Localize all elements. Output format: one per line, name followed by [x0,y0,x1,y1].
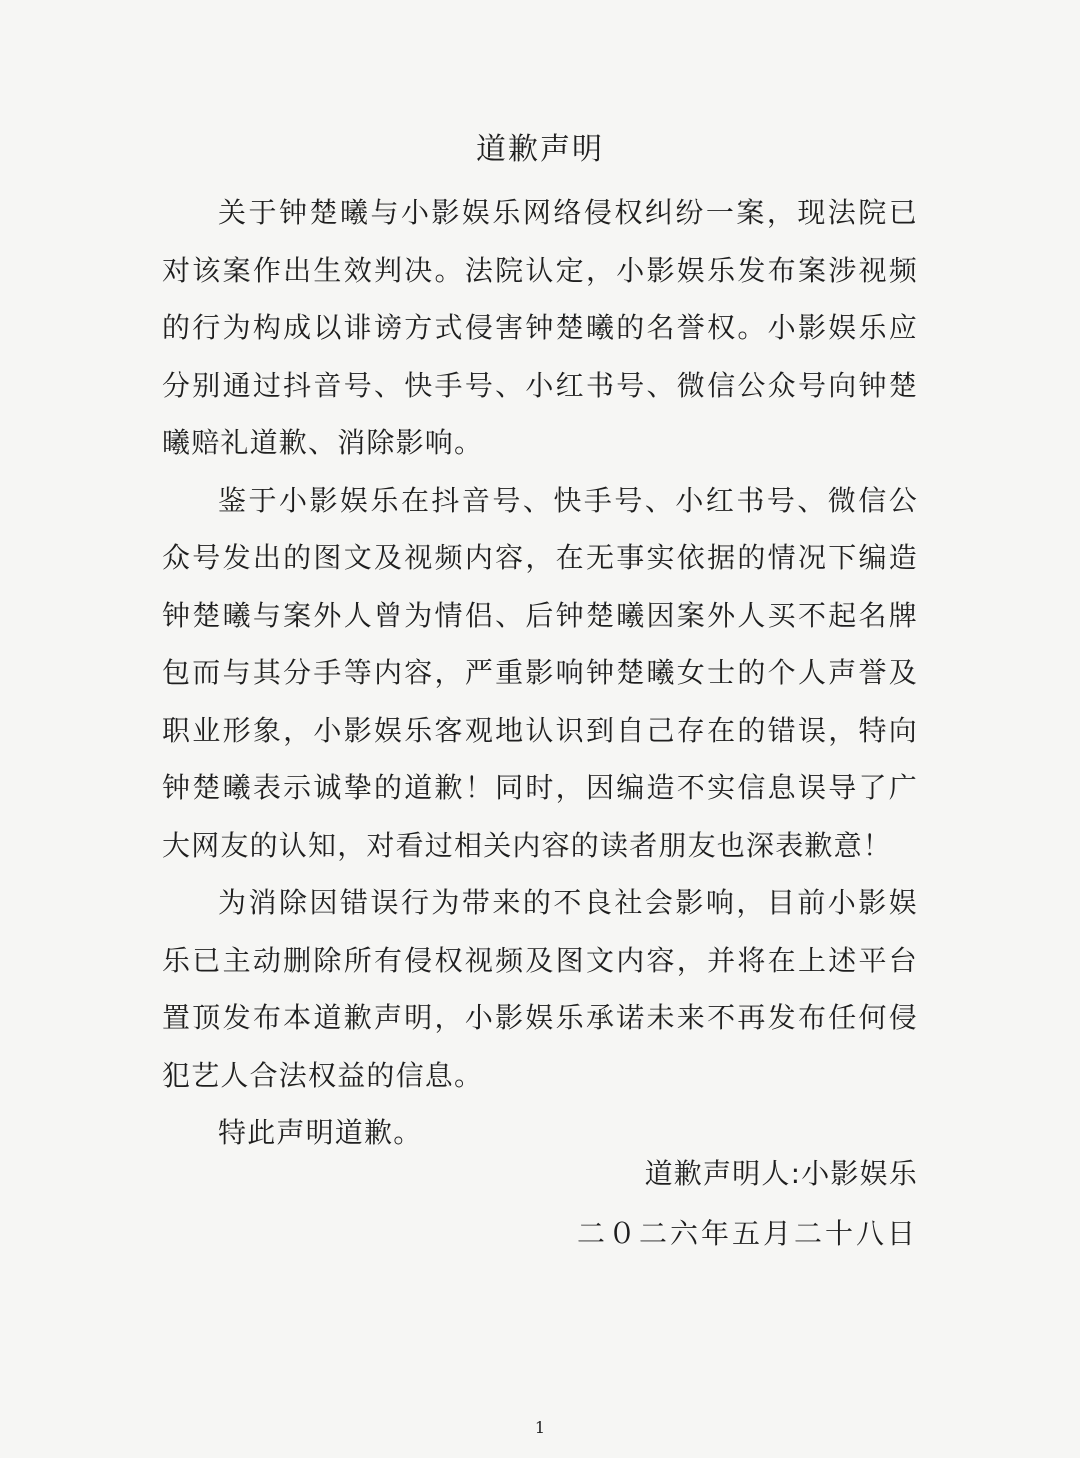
paragraph-2: 鉴于小影娱乐在抖音号、快手号、小红书号、微信公众号发出的图文及视频内容，在无事实依据的情况下编造钟楚曦与案外人曾为情侣、后钟楚曦因案外人买不起名牌包而与其分手等内容，严重影响钟楚曦女士的个人声誉及职业形象，小影娱乐客观地认识到自己存在的错误，特向钟楚曦表示诚挚的道歉！同时，因编造不实信息误导了广大网友的认知，对看过相关内容的读者朋友也深表歉意！ [162,483,918,862]
page-number: 1 [534,1418,546,1437]
document-title: 道歉声明 [476,132,604,167]
paragraph-4: 特此声明道歉。 [218,1116,423,1149]
paragraph-3: 为消除因错误行为带来的不良社会影响，目前小影娱乐已主动删除所有侵权视频及图文内容，并将在上述平台置顶发布本道歉声明，小影娱乐承诺未来不再发布任何侵犯艺人合法权益的信息。 [162,886,918,1092]
document-body [162,184,918,1162]
paragraph-1: 关于钟楚曦与小影娱乐网络侵权纠纷一案，现法院已对该案作出生效判决。法院认定，小影娱乐发布案涉视频的行为构成以诽谤方式侵害钟楚曦的名誉权。小影娱乐应分别通过抖音号、快手号、小红书号、微信公众号向钟楚曦赔礼道歉、消除影响。 [162,196,918,459]
signature-date: 二０二六年五月二十八日 [576,1217,918,1250]
signature-line: 道歉声明人:小影娱乐 [644,1157,918,1190]
